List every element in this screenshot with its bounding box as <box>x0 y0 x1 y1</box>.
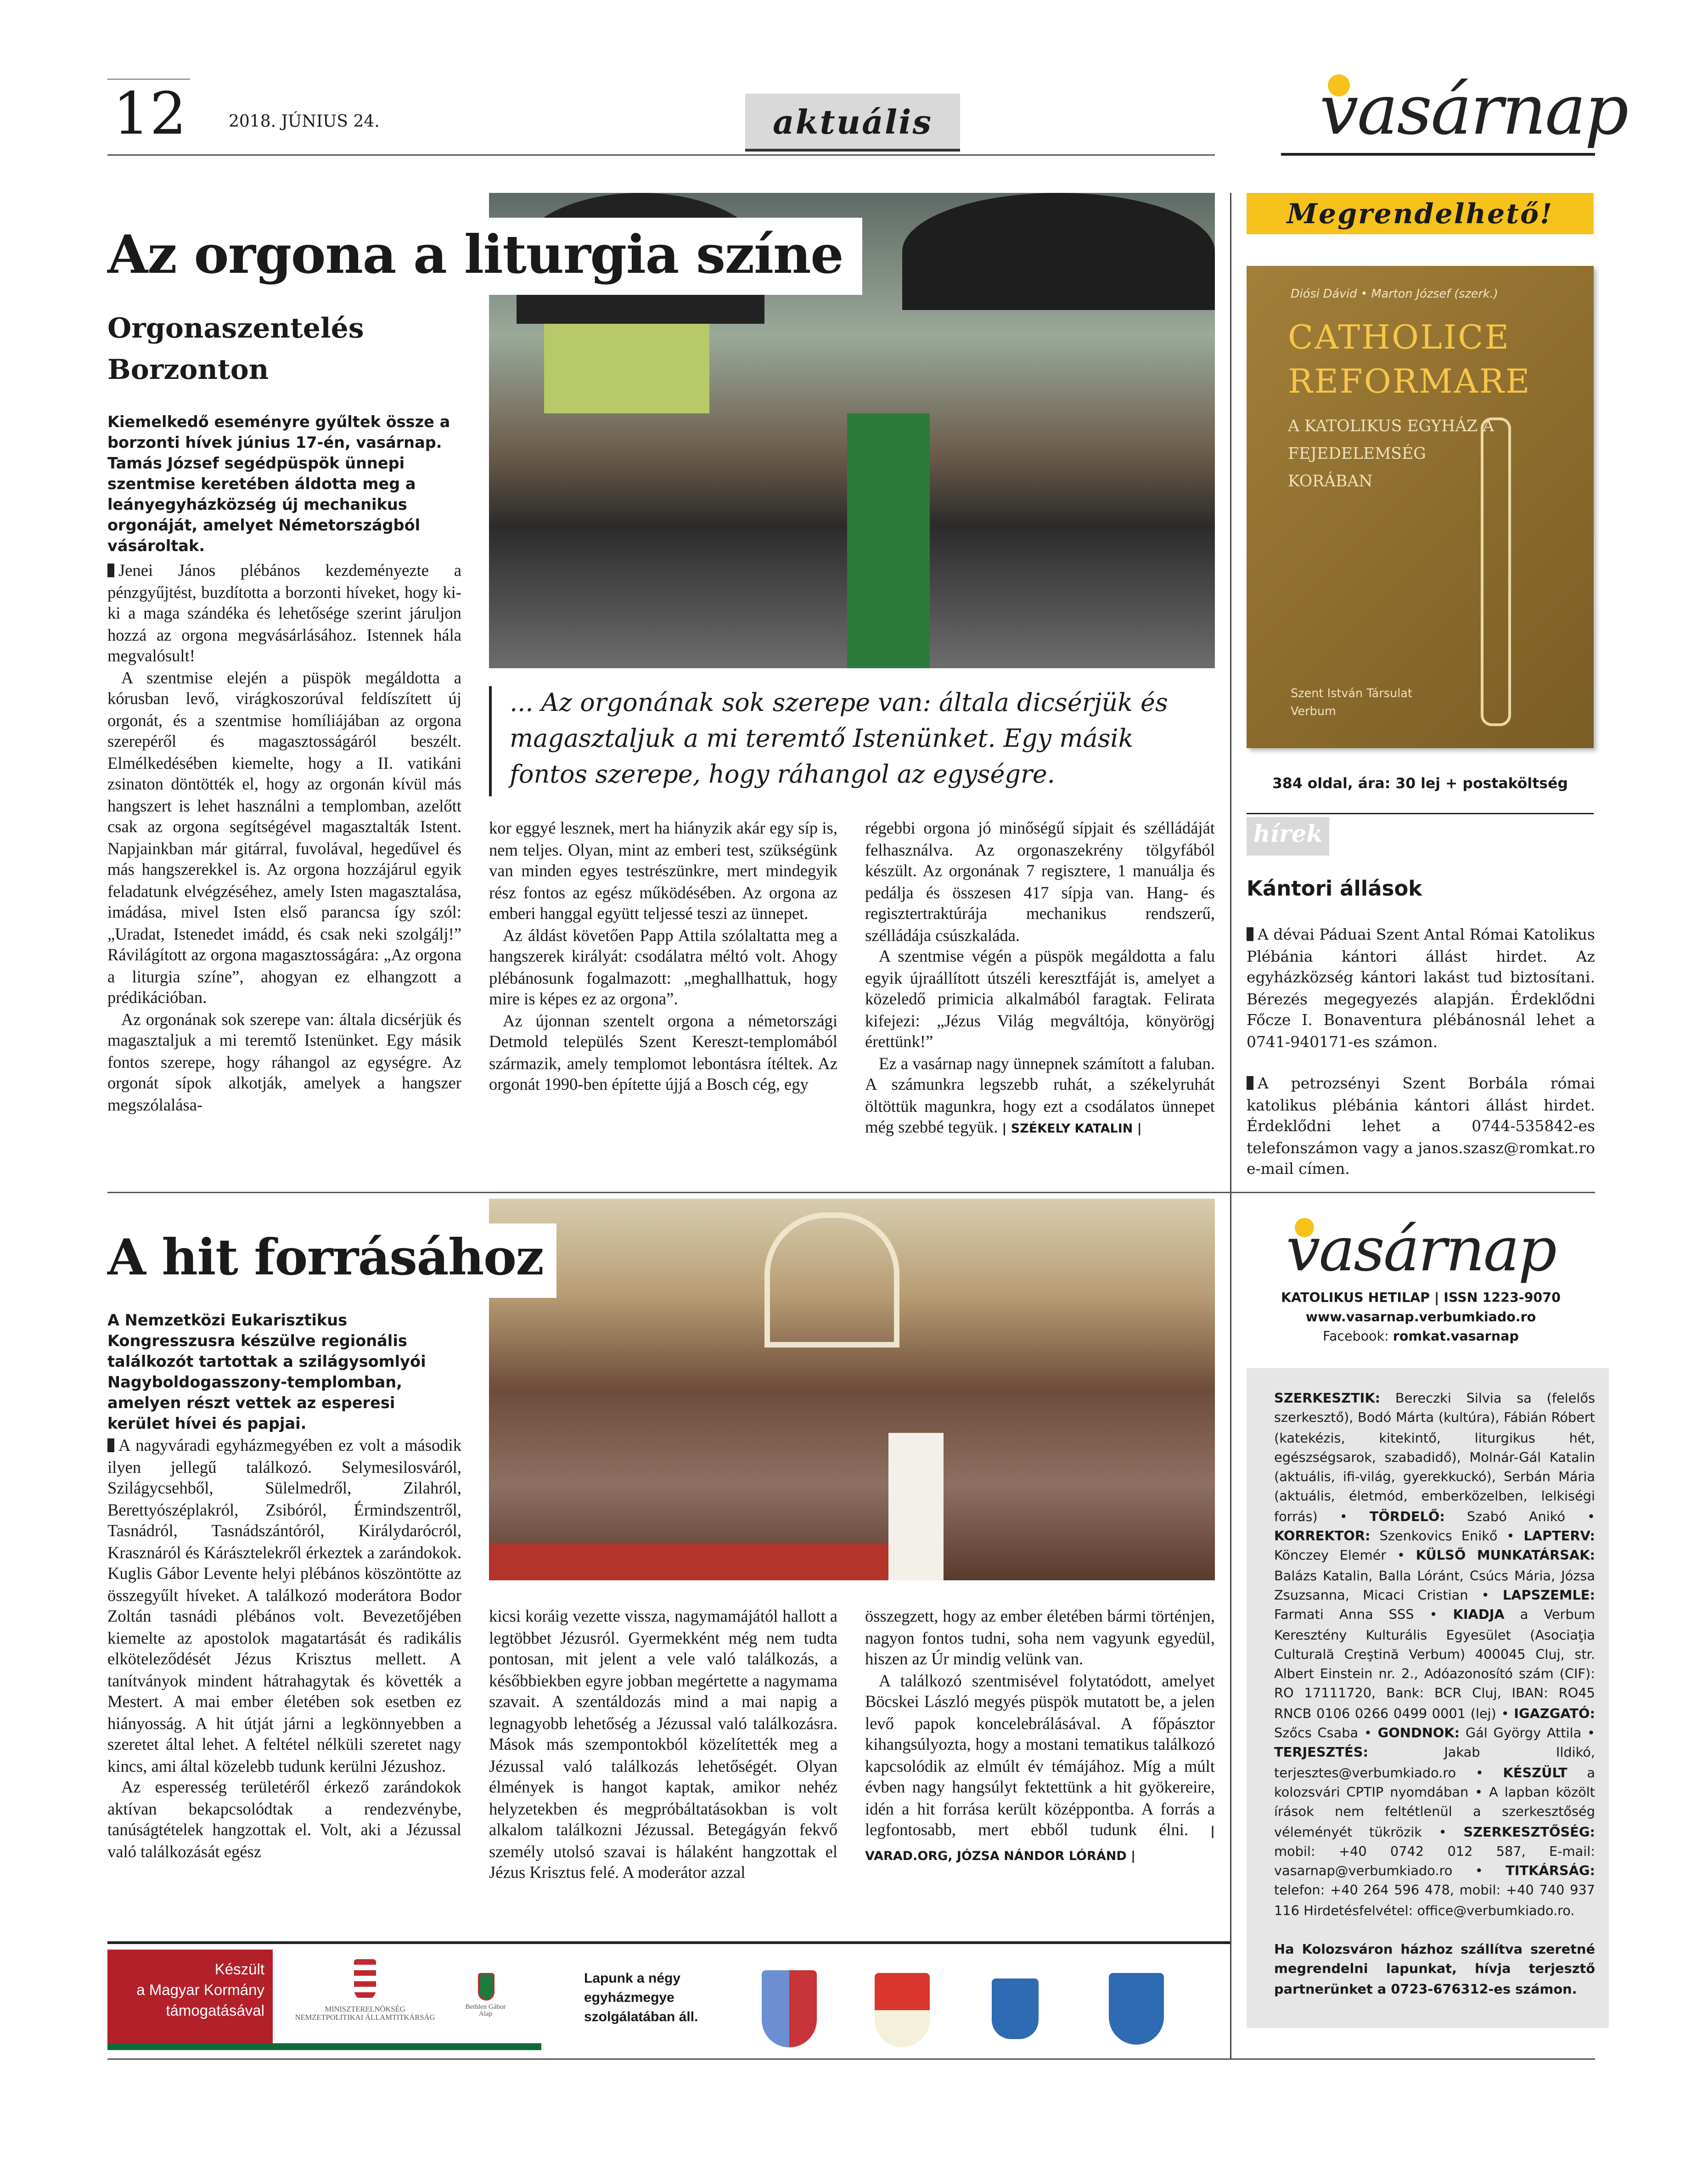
imprint-label: SZERKESZTŐSÉG: <box>1463 1825 1595 1840</box>
house <box>544 317 709 413</box>
paragraph: kicsi koráig vezette vissza, nagymamájától hallott a legtöbbet Jézusról. Gyermekként még nem tudta pontosan, mit jelent a vele való találkozás, a későbbiekben egyre jobban megértette a nagymama szavait. A szentáldozás mind a mai napig a legnagyobb lehetőség a Jézussal való találkozásra. Mások más szempontokból közelítették meg a Jézussal való találkozás lehetőségét. Olyan élmények is hangot kaptak, amikor nehéz helyzetekben és megpróbáltatásokban is volt alkalom találkozni Jézussal. Betegágyán fekvő személy utolsó szavai is hálaként hangzottak el Jézus Krisztus felé. A moderátor azzal <box>489 1606 837 1882</box>
article-title: A hit forrásához <box>107 1229 544 1287</box>
imprint-text <box>1274 1390 1595 1922</box>
imprint-box <box>1247 1368 1609 2028</box>
imprint-value: a Verbum Keresztény Kulturális Egyesület (Asociaţia Culturală Creştină Verbum) 400045 Cluj, str. Albert Einstein nr. 2., Adóazonosító szám (CIF): RO 17111720, Bank: BCR Cluj, IBAN: RO45 RNCB 0106 0266 0499 0001 (lej) • <box>1274 1608 1595 1722</box>
article1-title-box <box>96 218 862 295</box>
paragraph: összegzett, hogy az ember életében bármi történjen, nagyon fontos tudni, soha nem vagyunk egyedül, hiszen az Úr mindig velünk van. <box>865 1606 1215 1668</box>
article1-column-3 <box>865 818 1215 1142</box>
support-line: támogatásával <box>166 2003 264 2020</box>
column-divider <box>1230 193 1231 2060</box>
article-lead: A Nemzetközi Eukarisztikus Kongresszusra készülve regionális találkozót tartottak a szilágysomlyói Nagyboldogasszony-templomban, amelyen részt vettek az esperesi kerület hívei és papjai. <box>107 1312 426 1433</box>
ornament <box>1481 417 1511 726</box>
book-caption: 384 oldal, ára: 30 lej + postaköltség <box>1272 776 1568 792</box>
news-label-text: hírek <box>1253 821 1323 849</box>
book-authors: Diósi Dávid • Marton József (szerk.) <box>1291 288 1498 302</box>
diocese-coat-of-arms-icon <box>762 1970 817 2047</box>
paragraph <box>865 1671 1215 1869</box>
book-subtitle: A KATOLIKUS EGYHÁZ A FEJEDELEMSÉG KORÁBAN <box>1288 416 1494 490</box>
article2-column-3 <box>865 1606 1215 1868</box>
page-number: 12 <box>113 80 187 147</box>
paragraph-marker <box>107 1438 114 1452</box>
imprint-label: KÜLSŐ MUNKATÁRSAK: <box>1416 1549 1595 1565</box>
imprint-label: TÖRDELŐ: <box>1369 1510 1445 1525</box>
ministry-line: NEMZETPOLITIKAI ÁLLAMTITKÁRSÁG <box>295 2014 435 2023</box>
paragraph: kor eggyé lesznek, mert ha hiányzik akár egy síp is, nem teljes. Olyan, mint az emberi test, szükségünk van minden egyes testrészünkre, mert mindegyik rész fontos az egész működésében. Az orgona az emberi hanggal együtt teljessé teszi az ünnepet. <box>489 818 837 923</box>
imprint-value: Balázs Katalin, Balla Lóránt, Csúcs Mária, Józsa Zsuzsanna, Micaci Cristian • <box>1274 1569 1595 1604</box>
bethlen-gabor-logo <box>455 1973 517 2018</box>
imprint-value: Gál György Attila • <box>1460 1726 1595 1742</box>
paragraph <box>107 1436 461 1777</box>
diocese-coats-of-arms <box>751 1954 1226 2053</box>
diocese-coat-of-arms-icon <box>875 1973 930 2047</box>
masthead <box>1247 1212 1595 1347</box>
arch <box>764 1212 899 1347</box>
news-items <box>1247 924 1595 1180</box>
imprint-value: Könczey Elemér • <box>1274 1549 1416 1565</box>
imprint-label: LAPTERV: <box>1523 1529 1595 1545</box>
imprint-label: TERJESZTÉS: <box>1274 1746 1368 1762</box>
news-item <box>1247 924 1595 1053</box>
paragraph <box>865 1054 1215 1142</box>
article-subtitle: Orgonaszentelés Borzonton <box>107 311 364 386</box>
paragraph-text: A nagyváradi egyházmegyében ez volt a második ilyen jellegű találkozó. Selymesilosváról, Szilágycsehből, Sülelmedről, Zilahról, Berettyószéplakról, Zsibóról, Érmindszentről, Tasnádról, Tasnádszántóról, Királydarócról, Krasznáról és Kárásztelekről érkeztek a zarándokok. Kuglis Gábor Levente helyi plébános köszöntötte az összegyűlt híveket. A találkozó moderátora Bodor Zoltán tasnádi plébános volt. Bevezetőjében kiemelte az apostolok magatartását és radikális elköteleződését Jézus Krisztus mellett. A tanítványok mindent hátrahagytak és követték a Mestert. A mai ember életében sok esetben ez hiányosság. A hit útját járni a legkönnyebben a szeretet által lehet. A feltétel nélküli szeretet nagy kincs, ami által közelebb tudunk kerülni Jézushoz. <box>107 1436 461 1775</box>
article2-column-1 <box>107 1436 461 1863</box>
ministry-logo <box>289 1956 441 2023</box>
byline: | VARAD.ORG, JÓZSA NÁNDOR LÓRÁND | <box>865 1826 1215 1864</box>
divider <box>107 1192 1595 1193</box>
imprint-value: Bereczki Silvia sa (felelős szerkesztő), Bodó Márta (kultúra), Fábián Róbert (katekézis, kitekintő, liturgikus hét, egészségsarok, szabadidő), Molnár-Gál Katalin (aktuális, ifi-világ, gyerekkuckó), Serbán Mária (aktuális, életmód, emberközelben, lelkiségi forrás) • <box>1274 1392 1595 1525</box>
divider <box>107 154 1215 156</box>
imprint-value: Farmati Anna SSS • <box>1274 1608 1453 1623</box>
divider <box>1247 813 1594 814</box>
divider <box>107 1941 1230 1944</box>
section-label-text: aktuális <box>772 102 933 142</box>
delivery-note: Ha Kolozsváron házhoz szállítva szeretné megrendelni lapunkat, hívja terjesztő partnerünket a 0723-676312-es számon. <box>1274 1943 1595 1997</box>
bethlen-line: Bethlen Gábor <box>465 2005 506 2012</box>
masthead-facebook[interactable] <box>1247 1328 1595 1347</box>
byline: | SZÉKELY KATALIN | <box>1002 1123 1142 1137</box>
section-label <box>745 94 960 152</box>
quote-bar <box>489 686 492 796</box>
imprint-label: SZERKESZTIK: <box>1274 1392 1381 1407</box>
article1-column-2 <box>489 818 837 1096</box>
girl-in-white <box>888 1433 944 1580</box>
imprint-value: Szenkovics Enikő • <box>1370 1529 1524 1545</box>
imprint-label: GONDNOK: <box>1377 1726 1460 1742</box>
government-support-badge <box>107 1950 273 2050</box>
pull-quote: ... Az orgonának sok szerepe van: általa dicsérjük és magasztaljuk a mi teremtő Istenünket. Egy másik fontos szerepe, hogy ráhangol az egységre. <box>510 689 1168 789</box>
book-title: CATHOLICE REFORMARE <box>1288 318 1531 401</box>
divider <box>1281 153 1595 156</box>
diocese-coat-of-arms-icon <box>1109 1973 1164 2045</box>
paragraph <box>107 561 461 668</box>
bethlen-line: Alap <box>478 2012 493 2018</box>
imprint-label: KORREKTOR: <box>1274 1529 1371 1545</box>
article2-title-box <box>99 1223 557 1298</box>
support-line: a Magyar Kormány <box>136 1983 264 1999</box>
paragraph: Az áldást követően Papp Attila szólaltatta meg a hangszerek királyát: csodálatra méltó volt. Ahogy plébánosunk fogalmazott: „meghallhattuk, hogy mire is képes ez az orgona”. <box>489 925 837 1009</box>
vasarnap-logo <box>1320 72 1627 149</box>
imprint-value: telefon: +40 264 596 478, mobil: +40 740 937 116 Hirdetésfelvétel: office@verbumkiado.ro. <box>1274 1884 1595 1919</box>
church-gathering-photo <box>489 1199 1215 1580</box>
imprint-value: Szabó Anikó • <box>1444 1510 1595 1525</box>
umbrella <box>902 193 1215 310</box>
paragraph: A szentmise elején a püspök megáldotta a kórusban levő, virágkoszorúval feldíszített új orgonát, és a szentmise homíliájában az orgona szerepéről és magasztosságáról beszélt. Elmélkedésében kiemelte, hogy a II. vatikáni zsinaton döntötték el, hogy az orgonán kívül más hangszert is lehet használni a templomban, azelőtt csak az orgona segítségével magasztalták Istent. Napjainkban már gitárral, fuvolával, hegedűvel és más hangszerekkel is. Az orgona hozzájárul egyik feladatunk elvégzéséhez, amely Isten magasztalása, imádása, mivel Isten első parancsa így szól: „Uradat, Istenedet imádd, és csak neki szolgálj!” Rávilágított az orgona magasztosságára: „Az orgona a liturgia színe”, ahogyan ez elhangzott a prédikációban. <box>107 667 461 1007</box>
book-cover[interactable] <box>1247 266 1594 748</box>
paragraph-text: Jenei János plébános kezdeményezte a pénzgyűjtést, buzdította a borzonti híveket, hogy ki-ki a maga szándéka és lehetősége szerint járuljon hozzá az orgona megvásárlásához. Istennek hála megvalósult! <box>107 561 461 665</box>
imprint-label: TITKÁRSÁG: <box>1506 1864 1595 1880</box>
imprint-value: Szőcs Csaba • <box>1274 1726 1378 1742</box>
promo-label-text: Megrendelhető! <box>1287 197 1554 230</box>
article1-column-1 <box>107 561 461 1116</box>
imprint-value: a kolozsvári CPTIP nyomdában • A lapban közölt írások nem feltétlenül a szerkesztőség véleményét tükrözik • <box>1274 1765 1595 1840</box>
news-title: Kántori állások <box>1247 876 1422 901</box>
issue-date: 2018. JÚNIUS 24. <box>229 112 380 131</box>
paragraph: Az esperesség területéről érkező zarándokok aktívan bekapcsolódtak a rendezvénybe, tanúságtételek hangzottak el. Volt, aki a Jézussal való találkozását egész <box>107 1777 461 1861</box>
paragraph: Az orgonának sok szerepe van: általa dicsérjük és magasztaljuk a mi teremtő Istenünket. Egy másik fontos szerepe, hogy ráhangol az egységre. Az orgonát sípok alkotják, amelyek a hangszer megszólalása- <box>107 1009 461 1114</box>
book-publisher: Szent István Társulat Verbum <box>1291 688 1412 719</box>
imprint-value: Jakab Ildikó, terjesztes@verbumkiado.ro • <box>1274 1746 1595 1781</box>
news-item-text: A petrozsényi Szent Borbála római katolikus plébánia kántori állást hirdet. Érdeklődni lehet a 0744-535842-es telefonszámon vagy a janos.szasz@romkat.ro e-mail címen. <box>1247 1075 1595 1178</box>
bishop-vestment <box>847 413 930 668</box>
masthead-tagline: KATOLIKUS HETILAP | ISSN 1223-9070 <box>1281 1291 1561 1306</box>
imprint-label: KÉSZÜLT <box>1503 1765 1568 1781</box>
ministry-line: MINISZTERELNÖKSÉG <box>325 2006 405 2014</box>
green-stripe <box>107 2043 541 2050</box>
article-title: Az orgona a liturgia színe <box>107 223 843 285</box>
paragraph-marker <box>1247 1076 1253 1090</box>
logo-text: vasárnap <box>1320 70 1628 150</box>
paragraph: A szentmise végén a püspök megáldotta a falu egyik újraállított útszéli keresztfáját is, amelyet a közeledő primicia alkalmából faragtak. Felirata kifejezi: „Jézus Világ megváltója, könyörögj érettünk!” <box>865 947 1215 1051</box>
paragraph-marker <box>1247 927 1253 941</box>
paragraph-text: A találkozó szentmisével folytatódott, amelyet Böcskei László megyés püspök mutatott be, a jelen levő papok koncelebrálásával. A főpásztor kihangsúlyozta, hogy a mostani tematikus találkozó kapcsolódik az elmúlt év témájához. Míg a múlt évben nagy hangsúlyt fektettünk a hit gyökereire, idén a hit forrása került középpontba. A forrás a legfontosabb, mert ebből tudunk élni. <box>865 1670 1215 1839</box>
facebook-label: Facebook: <box>1323 1330 1389 1345</box>
paragraph: régebbi orgona jó minőségű sípjait és szélládáját felhasználva. Az orgonaszekrény tölgyfából készült. Az orgonának 7 regisztere, 1 manuálja és pedálja és összesen 417 sípja van. Hang- és regisztertraktúrája mechanikus rendszerű, szélládája csúszkaláda. <box>865 818 1215 945</box>
news-item <box>1247 1073 1595 1180</box>
paragraph: Az újonnan szentelt orgona a németországi Detmold település Szent Kereszt-templomából származik, amely templomot lebontásra ítéltek. Az orgonát 1990-ben építette újjá a Bosch cég, egy <box>489 1010 837 1094</box>
diocese-coat-of-arms-icon <box>992 1978 1039 2039</box>
imprint-label: LAPSZEMLE: <box>1502 1588 1595 1604</box>
hungarian-coat-of-arms-icon <box>354 1959 376 2001</box>
imprint-label: IGAZGATÓ: <box>1514 1707 1595 1722</box>
vasarnap-logo <box>1286 1212 1556 1290</box>
masthead-website[interactable]: www.vasarnap.verbumkiado.ro <box>1305 1310 1536 1325</box>
facebook-handle[interactable]: romkat.vasarnap <box>1393 1330 1519 1345</box>
logo-text: vasárnap <box>1286 1215 1556 1285</box>
paragraph-text: Ez a vasárnap nagy ünnepnek számított a faluban. A számunkra legszebb ruhát, a székelyruhát öltöttük magunkra, hogy ezt a csodálatos ünnepet még szebbé tegyük. <box>865 1053 1215 1137</box>
article2-column-2 <box>489 1606 837 1884</box>
imprint-label: KIADJA <box>1453 1608 1505 1623</box>
paragraph-marker <box>107 564 114 577</box>
news-label <box>1247 817 1329 856</box>
article-lead: Kiemelkedő eseményre gyűltek össze a borzonti hívek június 17-én, vasárnap. Tamás József segédpüspök ünnepi szentmise keretében áldotta meg a leányegyházközség új mechanikus orgonáját, amelyet Németországból vásároltak. <box>107 413 450 555</box>
support-line: Készült <box>214 1962 264 1978</box>
news-item-text: A dévai Páduai Szent Antal Római Katolikus Plébánia kántori állást hirdet. Az egyházközség kántori lakást tud biztosítani. Bérezés megegyezés alapján. Érdeklődni Főcze I. Bonaventura plébánosnál lehet a 0741-940171-es számon. <box>1247 926 1595 1051</box>
pews <box>489 1543 888 1580</box>
divider <box>107 2058 1595 2060</box>
shield-icon <box>478 1973 494 2001</box>
dioceses-note: Lapunk a négy egyházmegye szolgálatában áll. <box>584 1972 698 2025</box>
imprint-value: mobil: +40 0742 012 587, E-mail: vasarnap@verbumkiado.ro • <box>1274 1844 1595 1880</box>
promo-label <box>1247 193 1594 234</box>
